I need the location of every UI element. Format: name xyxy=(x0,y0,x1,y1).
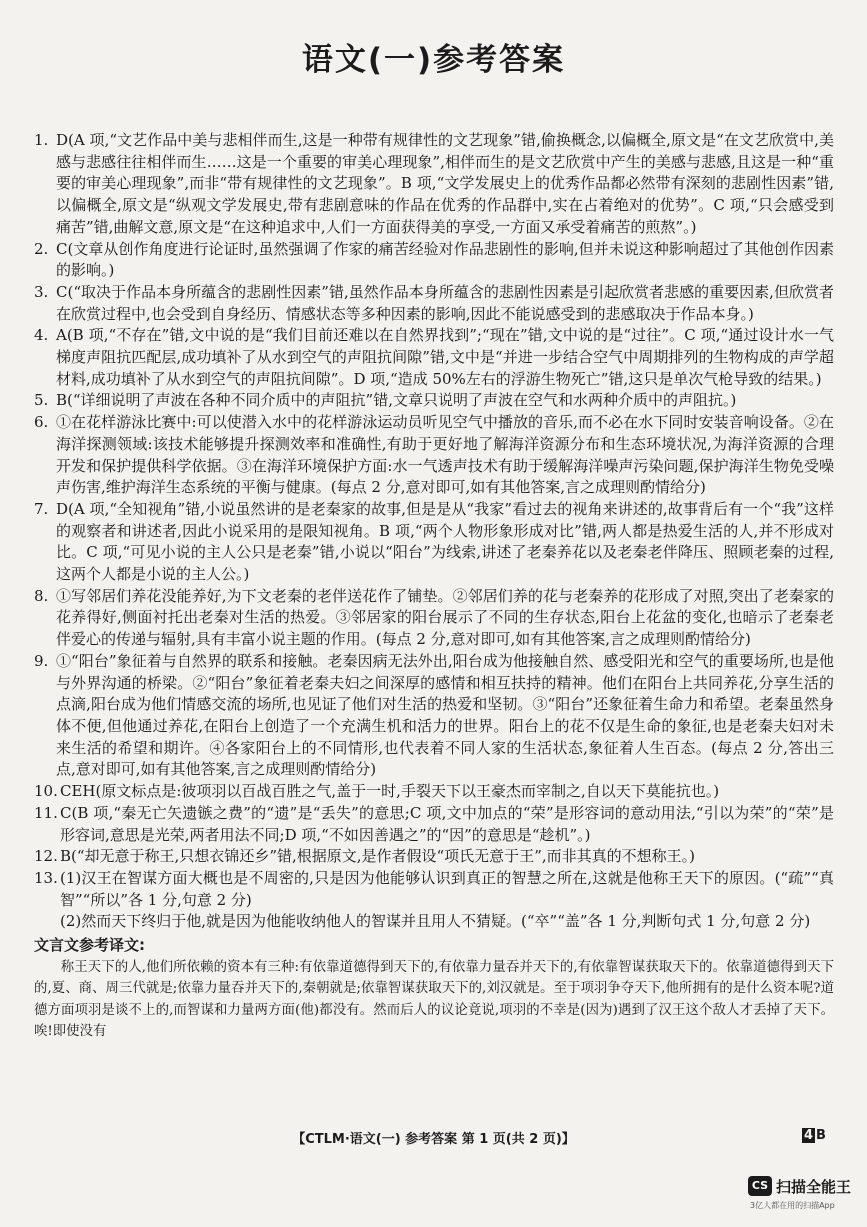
page-code xyxy=(802,1128,826,1143)
answer-item-8 xyxy=(34,586,834,651)
answer-text: B(“详细说明了声波在各种不同介质中的声阻抗”错,文章只说明了声波在空气和水两种介质中的声阻抗。) xyxy=(56,391,737,410)
answer-text: B(“却无意于称王,只想衣锦还乡”错,根据原文,是作者假设“项氏无意于王”,而非其真的不想称王。) xyxy=(60,847,695,866)
answer-item-6 xyxy=(34,412,834,499)
answer-item-3 xyxy=(34,282,834,325)
answer-text-part-1: (1)汉王在智谋方面大概也是不周密的,只是因为他能够认识到真正的智慧之所在,这就是他称王天下的原因。(“疏”“真智”“所以”各 1 分,句意 2 分) xyxy=(60,868,834,909)
answer-number: 1. xyxy=(34,131,49,149)
answer-number: 13. xyxy=(34,868,58,887)
watermark-app-name: 扫描全能王 xyxy=(776,1178,852,1196)
answer-item-9 xyxy=(34,651,834,781)
page-code-letter: B xyxy=(816,1128,826,1143)
camscanner-logo-icon: CS xyxy=(748,1176,772,1196)
answer-number: 9. xyxy=(34,651,49,670)
answer-text: CEH(原文标点是:彼项羽以百战百胜之气,盖于一时,手裂天下以王豪杰而宰制之,自以天下莫能抗也。) xyxy=(60,782,720,801)
answer-number: 5. xyxy=(34,391,49,410)
answer-number: 6. xyxy=(34,413,49,432)
answer-text: ①“阳台”象征着与自然界的联系和接触。老秦因病无法外出,阳台成为他接触自然、感受阳光和空气的重要场所,也是他与外界沟通的桥梁。②“阳台”象征着老秦夫妇之间深厚的感情和相互扶持的精神。他们在阳台上共同养花,分享生活的点滴,阳台成为他们情感交流的场所,也见证了他们对生活的热爱和坚韧。③“阳台”还象征着生命力和希望。老秦虽然身体不便,但他通过养花,在阳台上创造了一个充满生机和活力的世界。阳台上的花不仅是生命的象征,也是老秦夫妇对未来生活的希望和期许。④各家阳台上的不同情形,也代表着不同人家的生活状态,象征着人生百态。(每点 2 分,答出三点,意对即可,如有其他答案,言之成理则酌情给分) xyxy=(56,651,834,779)
answer-body xyxy=(34,130,834,1043)
answer-item-4 xyxy=(34,325,834,390)
answer-text: ①在花样游泳比赛中:可以使潜入水中的花样游泳运动员听见空气中播放的音乐,而不必在水下同时安装音响设备。②在海洋探测领域:该技术能够提升探测效率和准确性,有助于更好地了解海洋资源分布和生态环境状况,为海洋资源的合理开发和保护提供科学依据。③在海洋环境保护方面:水一气透声技术有助于缓解海洋噪声污染问题,保护海洋生物免受噪声伤害,维护海洋生态系统的平衡与健康。(每点 2 分,意对即可,如有其他答案,言之成理则酌情给分) xyxy=(56,413,834,497)
answer-item-13 xyxy=(34,868,834,933)
answer-number: 3. xyxy=(34,282,49,301)
answer-number: 12. xyxy=(34,847,58,866)
answer-item-10 xyxy=(34,781,834,803)
answer-item-1 xyxy=(34,130,834,239)
watermark-tagline: 3亿人都在用的扫描App xyxy=(750,1201,835,1210)
page-title: 语文(一)参考答案 xyxy=(301,42,566,78)
answer-text: A(B 项,“不存在”错,文中说的是“我们目前还难以在自然界找到”;“现在”错,文中说的是“过往”。C 项,“通过设计水一气梯度声阻抗匹配层,成功填补了从水到空气的声阻抗间隙”错,文中是“并进一步结合空气中周期排列的生物构成的声学超材料,成功填补了从水到空气的声阻抗间隙”。D 项,“造成 50%左右的浮游生物死亡”错,这只是单次气枪导致的结果。) xyxy=(56,326,834,388)
answer-number: 2. xyxy=(34,239,49,258)
answer-text: ①写邻居们养花没能养好,为下文老秦的老伴送花作了铺垫。②邻居们养的花与老秦养的花形成了对照,突出了老秦家的花养得好,侧面衬托出老秦对生活的热爱。③邻居家的阳台展示了不同的生存状态,阳台上花盆的变化,也暗示了老秦老伴爱心的传递与辐射,具有丰富小说主题的作用。(每点 2 分,意对即可,如有其他答案,言之成理则酌情给分) xyxy=(56,586,834,649)
page-footer: 【CTLM·语文(一) 参考答案 第 1 页(共 2 页)】 xyxy=(292,1132,575,1147)
answer-text: C(文章从创作角度进行论证时,虽然强调了作家的痛苦经验对作品悲剧性的影响,但并未说这种影响超过了其他创作因素的影响。) xyxy=(56,239,834,280)
answer-item-5 xyxy=(34,390,834,412)
translation-text: 称王天下的人,他们所依赖的资本有三种:有依靠道德得到天下的,有依靠力量吞并天下的,有依靠智谋获取天下的。依靠道德得到天下的,夏、商、周三代就是;依靠力量吞并天下的,秦朝就是;依靠智谋获取天下的,刘汉就是。至于项羽争夺天下,他所拥有的是什么资本呢?道德方面项羽是谈不上的,而智谋和力量两方面(他)都没有。然而后人的议论竟说,项羽的不幸是(因为)遇到了汉王这个敌人才丢掉了天下。唉!即使没有 xyxy=(34,959,834,1040)
answer-text-part-2: (2)然而天下终归于他,就是因为他能收纳他人的智谋并且用人不猜疑。(“卒”“盖”各 1 分,判断句式 1 分,句意 2 分) xyxy=(60,912,811,931)
answer-text: C(“取决于作品本身所蕴含的悲剧性因素”错,虽然作品本身所蕴含的悲剧性因素是引起欣赏者悲感的重要因素,但欣赏者在欣赏过程中,也会受到自身经历、情感状态等多种因素的影响,因此不能说感受到的悲感取决于作品本身。) xyxy=(56,282,834,323)
answer-item-2 xyxy=(34,239,834,282)
scanner-watermark xyxy=(748,1176,860,1216)
answer-number: 7. xyxy=(34,499,49,518)
answer-number: 11. xyxy=(34,803,58,822)
answer-number: 10. xyxy=(34,782,58,801)
answer-item-12 xyxy=(34,846,834,868)
answer-item-11 xyxy=(34,803,834,846)
answer-text: D(A 项,“全知视角”错,小说虽然讲的是老秦家的故事,但是是从“我家”看过去的视角来讲述的,故事背后有一个“我”这样的观察者和讲述者,因此小说采用的是限知视角。B 项,“两个人物形象形成对比”错,两人都是热爱生活的人,并不形成对比。C 项,“可见小说的主人公只是老秦”错,小说以“阳台”为线索,讲述了老秦养花以及老秦老伴降压、照顾老秦的过程,这两个人都是小说的主人公。) xyxy=(56,499,834,584)
answer-item-7 xyxy=(34,499,834,586)
answer-number: 4. xyxy=(34,326,49,345)
answer-text: C(B 项,“秦无亡矢遗镞之费”的“遗”是“丢失”的意思;C 项,文中加点的“荣”是形容词的意动用法,“引以为荣”的“荣”是形容词,意思是光荣,两者用法不同;D 项,“不如因善遇之”的“因”的意思是“趁机”。) xyxy=(60,803,834,844)
answer-text: D(A 项,“文艺作品中美与悲相伴而生,这是一种带有规律性的文艺现象”错,偷换概念,以偏概全,原文是“在文艺欣赏中,美感与悲感往往相伴而生……这是一个重要的审美心理现象”,相伴而生的是文艺欣赏中产生的美感与悲感,且这是一种“重要的审美心理现象”,而非“带有规律性的文艺现象”。B 项,“文学发展史上的优秀作品都必然带有深刻的悲剧性因素”错,以偏概全,原文是“纵观文学发展史,带有悲剧意味的作品在优秀的作品群中,实在占着绝对的优势”。C 项,“只会感受到痛苦”错,曲解文意,原文是“在这种追求中,人们一方面获得美的享受,一方面又承受着痛苦的煎熬”。) xyxy=(56,131,834,236)
page-code-number: 4 xyxy=(804,1128,814,1143)
translation-heading: 文言文参考译文: xyxy=(34,936,145,955)
answer-number: 8. xyxy=(34,586,49,605)
